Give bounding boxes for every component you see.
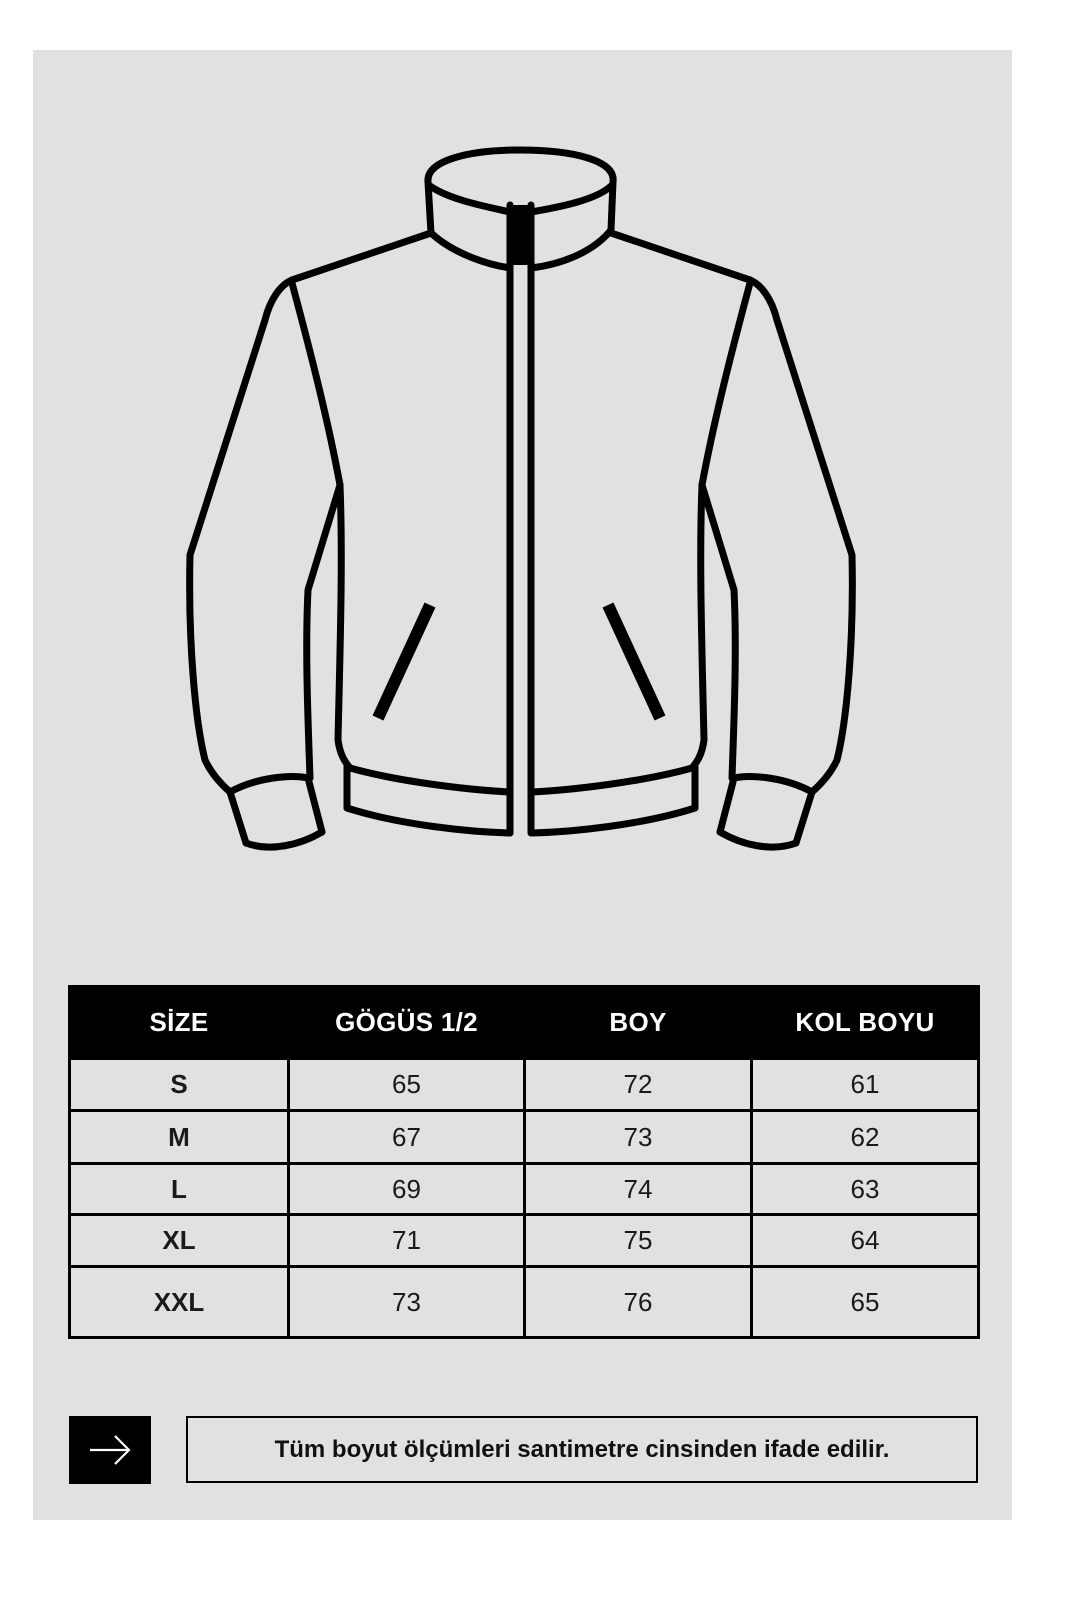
- length-cell: 75: [525, 1215, 752, 1267]
- jacket-right-half: [532, 233, 852, 847]
- jacket-zipper: [510, 205, 531, 833]
- sleeve-length-cell: 63: [752, 1164, 979, 1215]
- size-table: [68, 985, 980, 1339]
- right-pocket: [608, 605, 660, 718]
- length-cell: 74: [525, 1164, 752, 1215]
- size-table-header: [70, 987, 979, 1059]
- jacket-left-half: [190, 233, 510, 847]
- size-cell: XXL: [70, 1267, 289, 1338]
- chest-half-cell: 67: [289, 1111, 525, 1164]
- length-cell: 72: [525, 1059, 752, 1111]
- sleeve-length-cell: 64: [752, 1215, 979, 1267]
- chest-half-cell: 73: [289, 1267, 525, 1338]
- length-cell: 76: [525, 1267, 752, 1338]
- table-row: [70, 1267, 979, 1338]
- size-cell: M: [70, 1111, 289, 1164]
- arrow-badge: [69, 1416, 151, 1484]
- sleeve-length-cell: 61: [752, 1059, 979, 1111]
- table-row: [70, 1164, 979, 1215]
- header-sleeve-length: KOL BOYU: [752, 987, 979, 1059]
- chest-half-cell: 65: [289, 1059, 525, 1111]
- length-cell: 73: [525, 1111, 752, 1164]
- sleeve-length-cell: 62: [752, 1111, 979, 1164]
- size-cell: S: [70, 1059, 289, 1111]
- arrow-right-icon: [88, 1434, 132, 1466]
- measurement-note: Tüm boyut ölçümleri santimetre cinsinden ifade edilir.: [274, 1435, 890, 1463]
- header-size: SİZE: [70, 987, 289, 1059]
- sleeve-length-cell: 65: [752, 1267, 979, 1338]
- table-row: [70, 1111, 979, 1164]
- chest-half-cell: 69: [289, 1164, 525, 1215]
- header-chest-half: GÖGÜS 1/2: [289, 987, 525, 1059]
- size-cell: XL: [70, 1215, 289, 1267]
- left-pocket: [378, 605, 430, 718]
- chest-half-cell: 71: [289, 1215, 525, 1267]
- header-length: BOY: [525, 987, 752, 1059]
- size-cell: L: [70, 1164, 289, 1215]
- table-row: [70, 1059, 979, 1111]
- measurement-note-box: [186, 1416, 978, 1483]
- table-row: [70, 1215, 979, 1267]
